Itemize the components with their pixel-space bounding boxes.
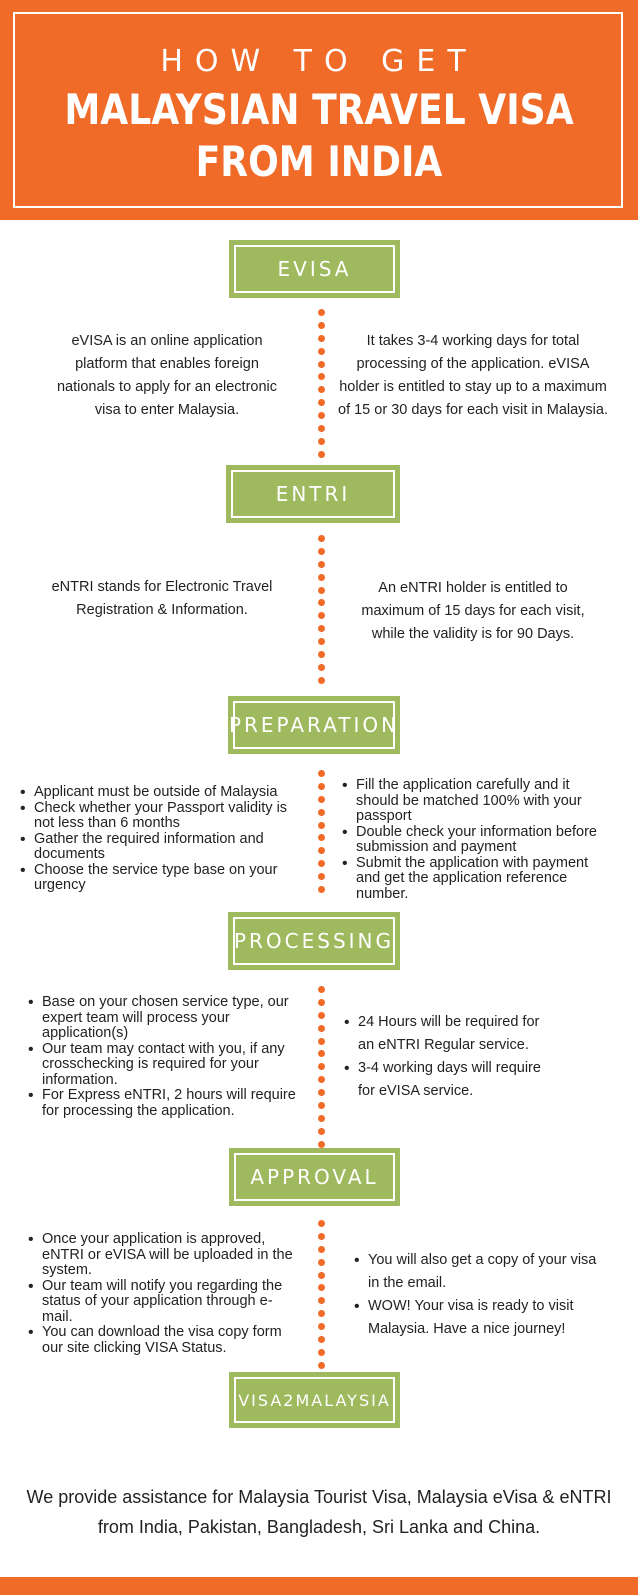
footer-bar [0, 1577, 638, 1595]
list-item: • Double check your information before submission and payment [340, 825, 612, 856]
approval-right-list [352, 1249, 604, 1341]
list-item: • Check whether your Passport validity is not less than 6 months [18, 801, 308, 832]
list-item: • You will also get a copy of your visa in the email. [352, 1249, 604, 1295]
list-item: • Submit the application with payment and get the application reference number. [340, 856, 612, 903]
approval-left-list [26, 1232, 296, 1356]
preparation-dot-divider [318, 770, 326, 899]
brand-badge [229, 1372, 400, 1428]
evisa-dot-divider [318, 309, 326, 464]
evisa-badge [229, 240, 400, 298]
processing-dot-divider [318, 986, 326, 1154]
list-item: • Fill the application carefully and it should be matched 100% with your passport [340, 778, 612, 825]
evisa-left-text: eVISA is an online application platform that enables foreign nationals to apply for an electronic visa to enter Malaysia. [56, 333, 278, 418]
processing-right-list [342, 1011, 542, 1103]
list-item: • Choose the service type base on your urgency [18, 863, 308, 894]
list-item: • For Express eNTRI, 2 hours will require for processing the application. [26, 1088, 296, 1119]
list-item: • 24 Hours will be required for an eNTRI Regular service. [342, 1011, 542, 1057]
title-line-2: FROM INDIA [195, 137, 443, 186]
list-item: • Our team will notify you regarding the status of your application through e-mail. [26, 1279, 296, 1326]
brand-label: VISA2MALAYSIA [234, 1377, 395, 1423]
list-item: • 3-4 working days will require for eVISA service. [342, 1057, 542, 1103]
list-item: • Applicant must be outside of Malaysia [18, 785, 308, 801]
processing-badge [228, 912, 400, 970]
approval-badge [229, 1148, 400, 1206]
preparation-left-list [18, 785, 308, 894]
list-item: • Once your application is approved, eNTRI or eVISA will be uploaded in the system. [26, 1232, 296, 1279]
header-banner [0, 0, 638, 220]
header-subtitle: HOW TO GET [160, 44, 478, 79]
entri-label: ENTRI [231, 470, 395, 518]
list-item: • You can download the visa copy form our site clicking VISA Status. [26, 1325, 296, 1356]
entri-right-text: An eNTRI holder is entitled to maximum of 15 days for each visit, while the validity is for 90 Days. [361, 580, 585, 642]
list-item: • Gather the required information and documents [18, 832, 308, 863]
entri-left-text: eNTRI stands for Electronic Travel Registration & Information. [51, 579, 273, 618]
title-line-1: MALAYSIAN TRAVEL VISA [64, 85, 574, 134]
processing-left-list [26, 995, 296, 1119]
preparation-right-list [340, 778, 612, 902]
processing-label: PROCESSING [233, 917, 395, 965]
page-title [45, 84, 594, 188]
evisa-label: EVISA [234, 245, 395, 293]
entri-badge [226, 465, 400, 523]
list-item: • WOW! Your visa is ready to visit Malaysia. Have a nice journey! [352, 1295, 604, 1341]
footer-text: We provide assistance for Malaysia Tourist Visa, Malaysia eVisa & eNTRI from India, Pakistan, Bangladesh, Sri Lanka and China. [26, 1487, 612, 1537]
entri-dot-divider [318, 535, 326, 690]
approval-dot-divider [318, 1220, 326, 1388]
preparation-label: PREPARATION [233, 701, 395, 749]
list-item: • Our team may contact with you, if any crosschecking is required for your information. [26, 1042, 296, 1089]
evisa-right-text: It takes 3-4 working days for total processing of the application. eVISA holder is entitled to stay up to a maximum of 15 or 30 days for each visit in Malaysia. [338, 333, 608, 418]
preparation-badge [228, 696, 400, 754]
list-item: • Base on your chosen service type, our expert team will process your application(s) [26, 995, 296, 1042]
approval-label: APPROVAL [234, 1153, 395, 1201]
